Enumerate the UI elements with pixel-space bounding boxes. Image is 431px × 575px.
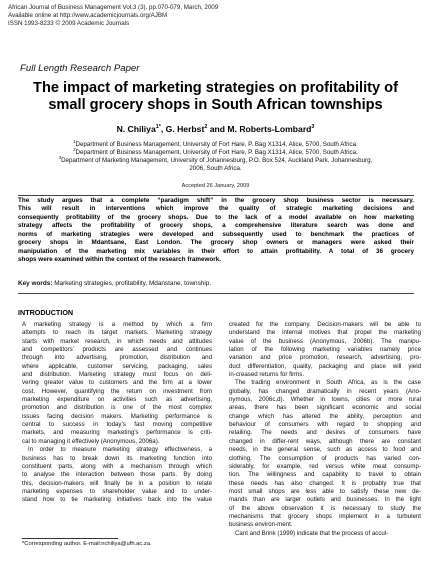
body-line: siderably, for example, red versus white meat consump- xyxy=(229,462,421,470)
abstract xyxy=(18,197,414,265)
body-line: through into advertising, promotion, distribution and xyxy=(22,354,212,362)
body-line: understand the internal motives that propel the marketing xyxy=(229,329,421,337)
abstract-top-rule xyxy=(18,195,414,196)
body-line: lation of the following marketing variables namely price xyxy=(229,346,421,354)
masthead-line: ISSN 1993-8233 © 2009 Academic Journals xyxy=(8,19,130,27)
affiliation: $^1$Department of Business Management, University of Fort Hare, P. Bag X1314, Alice, 5700, South Africa. xyxy=(73,138,358,148)
affiliation: $^3$Department of Marketing Management, University of Johannesburg, P.O. Box 524, Auckland Park, Johannesburg, xyxy=(58,154,373,164)
body-line: business environ-ment. xyxy=(229,521,293,529)
body-line: variation and price promotion, research, advertising, pro- xyxy=(229,354,421,362)
section-heading-introduction: INTRODUCTION xyxy=(18,308,74,317)
abstract-line: This will result in interventions which improve the quality of strategic marketing decisions and xyxy=(18,205,414,213)
author-separator: and xyxy=(207,124,228,134)
body-line: duct differentiation, quality, packaging and place will yield xyxy=(229,362,421,370)
author-affil-mark: 3 xyxy=(311,124,315,131)
body-line: these needs has also changed. It is probably true that xyxy=(229,479,421,487)
body-line: starts with market research, in which needs and attitudes xyxy=(22,337,212,345)
body-line: change which has altered the ability, perception and xyxy=(229,412,421,420)
keywords-text: Marketing strategies, profitability, Mdanstane, township. xyxy=(52,280,212,287)
paper-type-label: Full Length Research Paper xyxy=(20,63,140,74)
body-line: A marketing strategy is a method by which a firm xyxy=(22,321,212,328)
body-line: and competitors’ products are assessed and continues xyxy=(22,346,212,354)
body-line: mands than are larger outlets and businesses. In the light xyxy=(229,496,421,504)
corresponding-author-footnote: *Corresponding author. E-mail:nchiliya@ufh.ac.za. xyxy=(22,541,152,547)
body-line: In order to measure marketing strategy effectiveness, a xyxy=(28,446,212,454)
body-line: vering greater value to customers and the firm at a lower xyxy=(22,379,212,387)
abstract-line: strategy affects the profitability of grocery shops, a comprehensive literature search was done and xyxy=(18,222,414,230)
affiliation: 2006, South Africa. xyxy=(189,165,242,172)
body-line: The trading environment in South Africa, as is the case xyxy=(235,379,421,387)
journal-masthead xyxy=(8,4,308,27)
abstract-line: shops were examined within the context of the research framework. xyxy=(18,256,221,264)
abstract-line: grocery shops in Mdantsane, East London. The grocery shop owners or managers were asked their xyxy=(18,239,414,247)
author-name: M. Roberts-Lombard xyxy=(227,124,312,134)
keywords xyxy=(18,280,211,287)
body-line: in-creased returns for firms. xyxy=(229,371,305,379)
body-line: Cant and Brink (1999) indicate that the process of accul- xyxy=(235,529,389,537)
body-line: constituent parts, along with a mechanism through which xyxy=(22,462,212,470)
article-title xyxy=(14,80,417,114)
keywords-bottom-rule xyxy=(18,293,414,294)
body-line: and distribution. Marketing strategy must focus on deli- xyxy=(22,371,212,379)
body-column-left xyxy=(22,321,212,505)
body-line: retailing. The needs and desires of consumers have xyxy=(229,429,421,437)
author-name: N. Chiliya xyxy=(116,124,156,134)
body-line: created for the company. Decision-makers will be able to xyxy=(229,321,421,328)
abstract-line: manipulation of the marketing mix variables in their effort to attain profitability. A total of 36 grocery xyxy=(18,247,414,255)
body-line: most small shops are less able to satisfy these new de- xyxy=(229,487,421,495)
body-line: value of the business (Anonymous, 2006b). The manipu- xyxy=(229,337,421,345)
accepted-date: Accepted 26 January, 2009 xyxy=(181,183,250,189)
title-line: The impact of marketing strategies on profitability of xyxy=(33,80,398,96)
abstract-line: consequently profitability of the grocery shops. Due to the lack of a model available on how marketing xyxy=(18,213,414,221)
body-line: clothing. The consumption of products has varied con- xyxy=(229,454,421,462)
body-line: stand how to tie marketing initiatives back into the value xyxy=(22,496,212,504)
masthead-line: Available online at http://www.academicjournals.org/AJBM xyxy=(8,11,168,19)
body-column-right xyxy=(229,321,421,538)
body-line: changed in differ-rent ways, although there are constant xyxy=(229,437,421,445)
body-line: globally, has changed dramatically in recent years (Ano- xyxy=(229,387,421,395)
body-line: cost. However, quantifying the return on investment from xyxy=(22,387,212,395)
author-list xyxy=(14,124,417,134)
body-line: nymous, 2006c,d). Whether in towns, cities or more rural xyxy=(229,396,421,404)
author-affil-mark: 2 xyxy=(204,124,208,131)
body-line: central to success in today’s fast moving competitive xyxy=(22,421,212,429)
body-line: business has to break down its marketing function into xyxy=(22,454,212,462)
body-line: marketing expenditure on activities such as advertising, xyxy=(22,396,212,404)
body-line: of the above observation it is necessary to study the xyxy=(229,504,421,512)
author-name: G. Herbst xyxy=(165,124,205,134)
author-affil-mark: 1* xyxy=(155,124,161,131)
body-line: this, decision-makers will finally be in a position to relate xyxy=(22,479,212,487)
title-line: small grocery shops in South African townships xyxy=(48,97,383,113)
affiliation: $^2$Department of Business Management, University of Fort Hare, P. Bag X1314, Alice, 5700, South Africa. xyxy=(73,146,358,156)
keywords-label: Key words: xyxy=(18,280,53,287)
footnote-rule xyxy=(22,538,118,539)
body-line: areas, there has been significant economic and social xyxy=(229,404,421,412)
body-line: marketing expenses to shareholder value and to under- xyxy=(22,487,212,495)
body-line: promotion and distribution is one of the most complex xyxy=(22,404,212,412)
author-separator: , xyxy=(160,124,166,134)
body-line: needs, in the general sense, such as access to food and xyxy=(229,446,421,454)
body-line: behaviour of consumers with regard to shopping and xyxy=(229,421,421,429)
body-line: issues facing decision makers. Marketing performance is xyxy=(22,412,212,420)
body-line: mechanisms that grocery shops implement in a turbulent xyxy=(229,512,421,520)
masthead-line: African Journal of Business Management Vol.3 (3), pp.070-079, March, 2009 xyxy=(8,4,219,11)
affiliations xyxy=(14,138,417,173)
abstract-line: norms of marketing strategies were developed and subsequently used to benchmark the practices of xyxy=(18,230,414,238)
body-line: to analyse the interaction between those parts. By doing xyxy=(22,471,212,479)
body-line: where applicable, customer servicing, packaging, sales xyxy=(22,362,212,370)
body-line: cal to managing it effectively (Anonymous, 2006a). xyxy=(22,437,160,445)
abstract-line: The study argues that a complete “paradigm shift” in the grocery shop business sector is necessary. xyxy=(18,197,414,204)
body-line: tion. The willingness and capability to travel to obtain xyxy=(229,471,421,479)
body-line: attempts to reach its target markets. Marketing strategy xyxy=(22,329,212,337)
body-line: markets, and measuring marketing’s performance is criti- xyxy=(22,429,212,437)
